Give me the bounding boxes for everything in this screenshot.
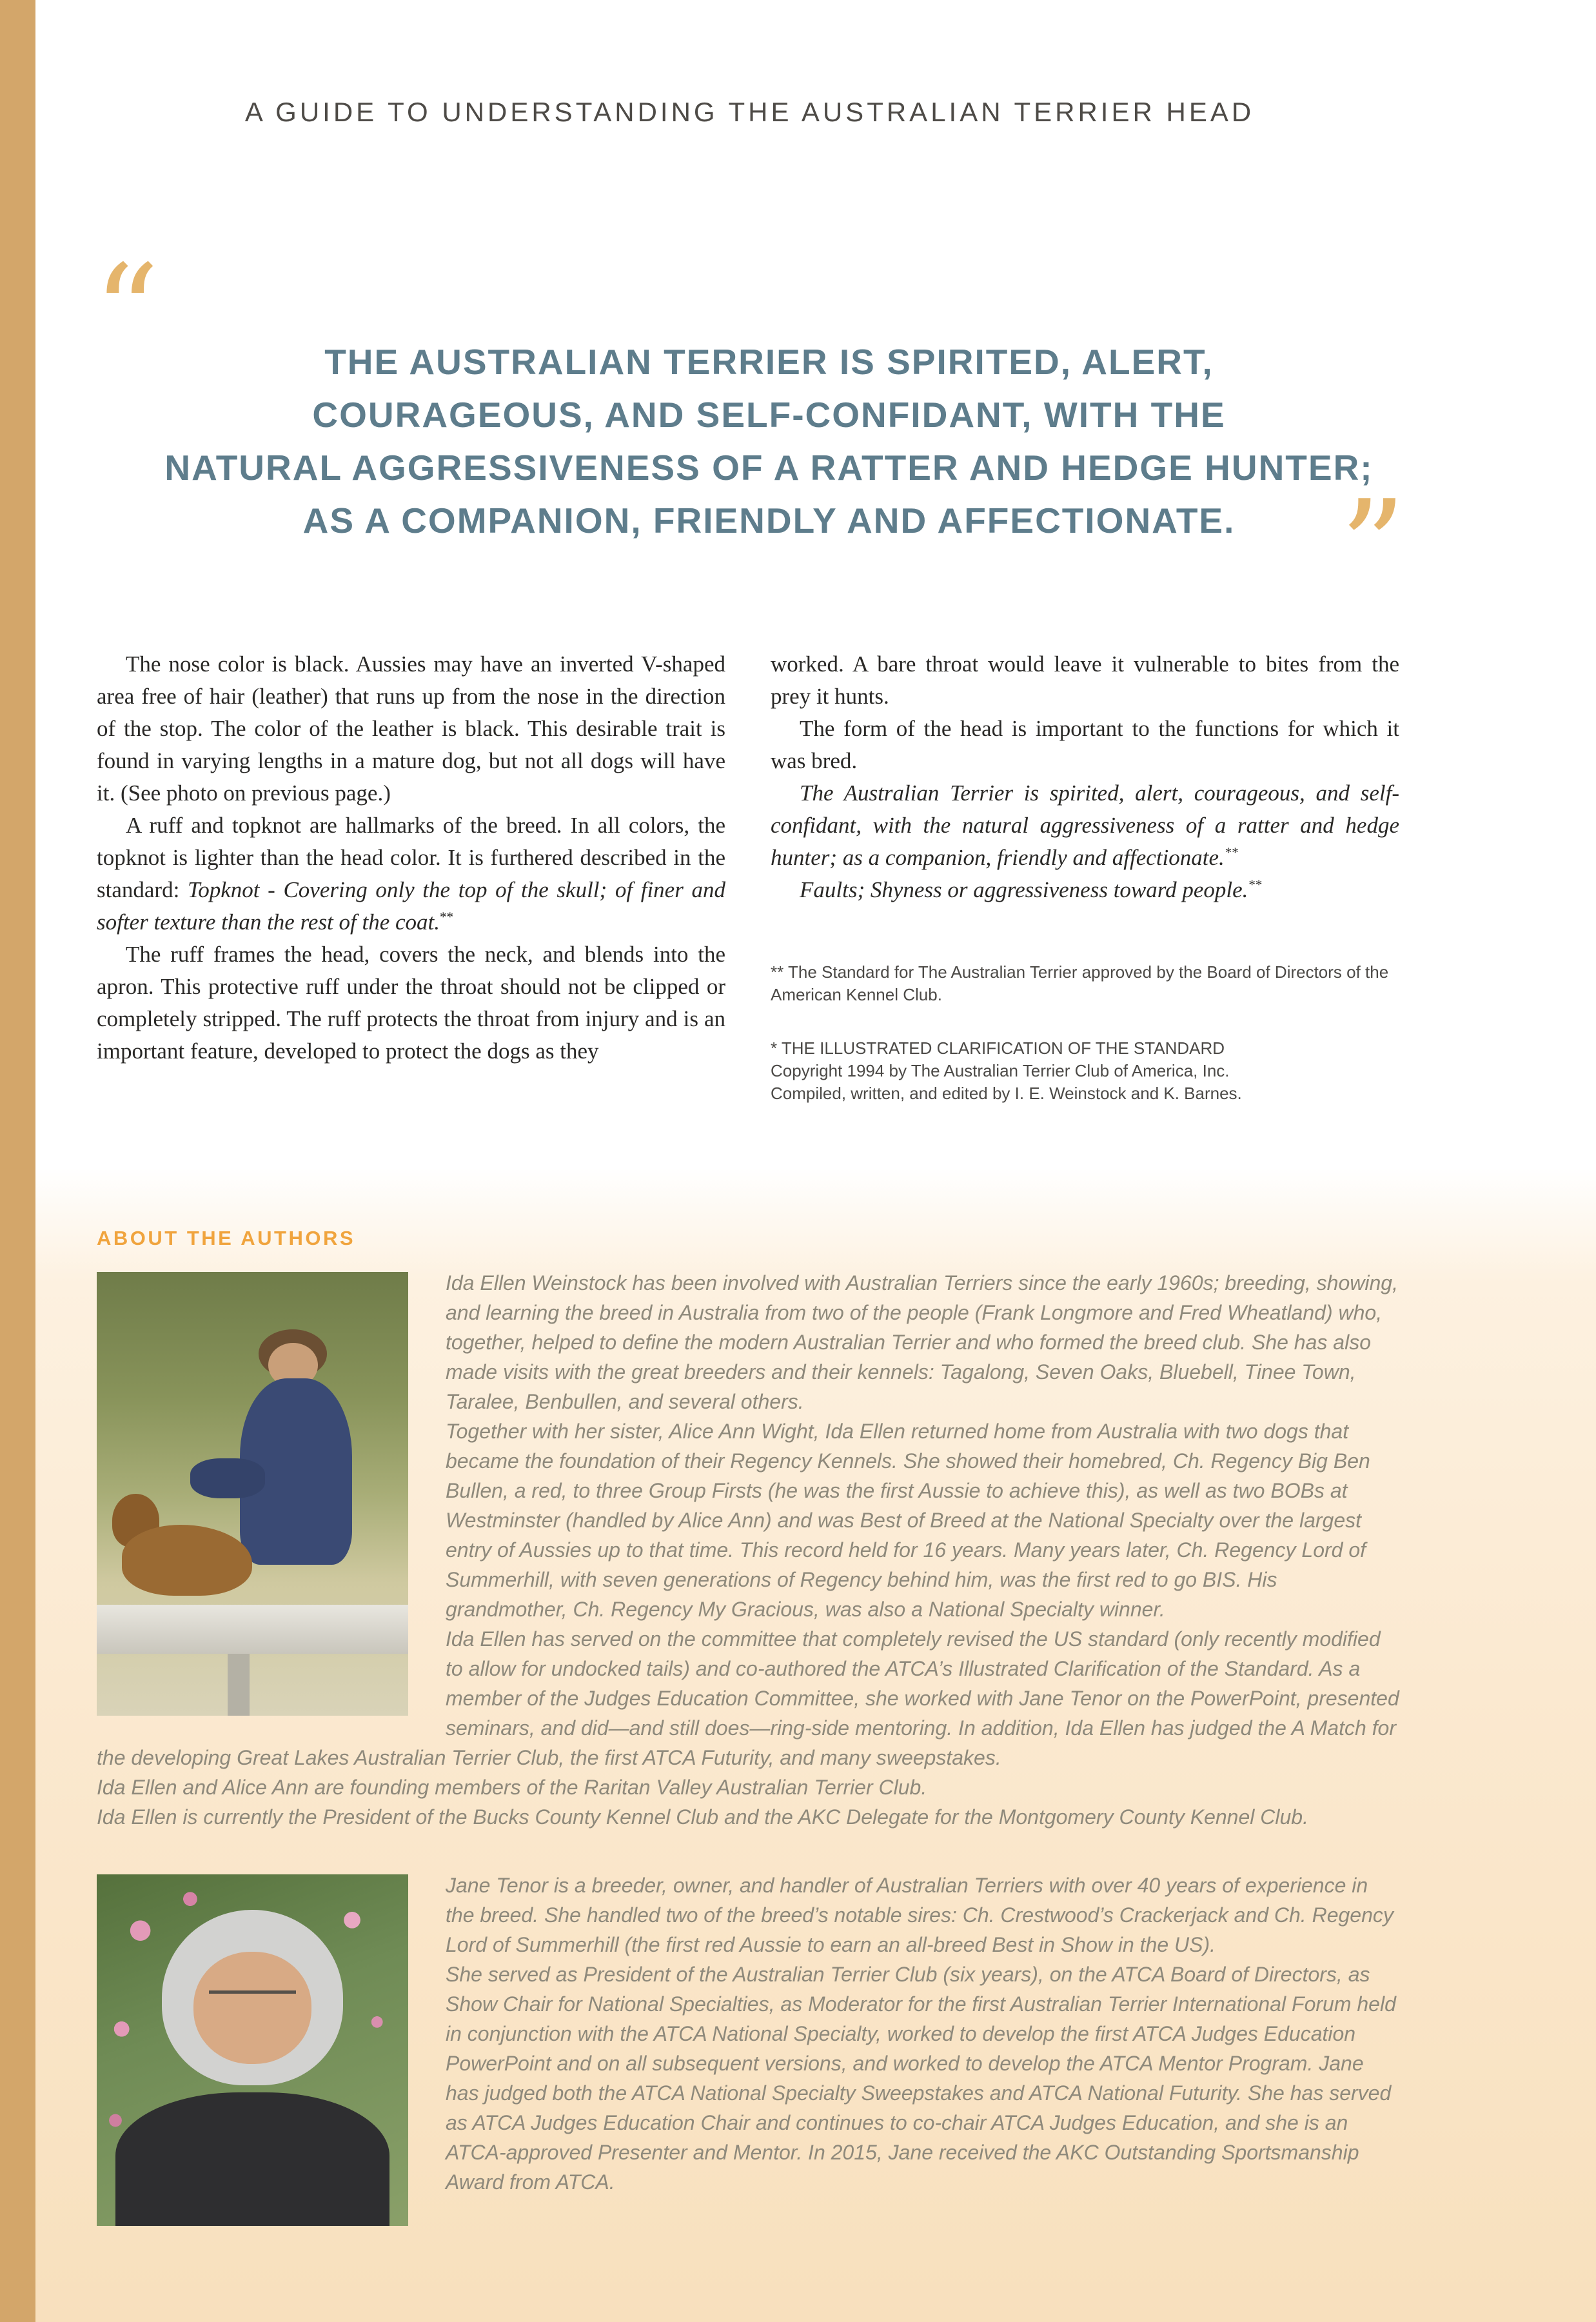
grooming-table xyxy=(97,1605,408,1654)
body-paragraph: The form of the head is important to the functions for which it was bred. xyxy=(771,716,1399,773)
standard-excerpt: Topknot - Covering only the top of the skull; of finer and softer texture than the rest of the coat. xyxy=(97,877,725,935)
ida-weinstock-photo xyxy=(97,1272,408,1716)
about-authors-heading: ABOUT THE AUTHORS xyxy=(97,1227,356,1249)
standard-excerpt-paragraph xyxy=(771,777,1399,874)
author-bio-ida xyxy=(97,1268,1401,1832)
bio-paragraph: Jane Tenor is a breeder, owner, and handler of Australian Terriers with over 40 years of experience in the breed. She handled two of the breed’s notable sires: Ch. Crestwood’s Crackerjack and Ch. Regency Lord of Summerhill (the first red Aussie to earn an all-breed Best in Show in the US). xyxy=(446,1874,1394,1956)
body-paragraph: The nose color is black. Aussies may have an inverted V-shaped area free of hair (leather) that runs up from the nose in the direction of the stop. The color of the leather is black. This desirable trait is found in varying lengths in a mature dog, but not all dogs will have it. (See photo on previous page.) xyxy=(97,651,725,806)
standard-excerpt: The Australian Terrier is spirited, alert, courageous, and self-confidant, with the natural aggressiveness of a ratter and hedge hunter; as a companion, friendly and affectionate. xyxy=(771,780,1399,870)
about-authors-section xyxy=(0,1167,1596,2322)
body-paragraph: The ruff frames the head, covers the neck, and blends into the apron. This protective ruff under the throat should not be clipped or completely stripped. The ruff protects the throat from injury and is an important feature, developed to protect the dogs as they xyxy=(97,942,725,1064)
close-quote-icon: ” xyxy=(1339,473,1406,623)
author-bio-jane xyxy=(97,1870,1401,2234)
body-column-right xyxy=(771,648,1399,1105)
body-columns xyxy=(97,648,1399,1105)
jane-glasses xyxy=(209,1990,296,2005)
body-paragraph: worked. A bare throat would leave it vulnerable to bites from the prey it hunts. xyxy=(771,651,1399,709)
left-edge-strip xyxy=(0,0,35,2322)
standard-excerpt: Faults; Shyness or aggressiveness toward people. xyxy=(800,877,1248,902)
table-leg xyxy=(228,1654,250,1716)
bio-paragraph: Ida Ellen Weinstock has been involved with Australian Terriers since the early 1960s; breeding, showing, and learning the breed in Australia from two of the people (Frank Longmore and Fred Wheatland) who, together, helped to define the modern Australian Terrier and who formed the breed club. She has also made visits with the great breeders and their kennels: Tagalong, Seven Oaks, Bluebell, Tinee Town, Taralee, Benbullen, and several others. xyxy=(446,1271,1398,1413)
quote-line: COURAGEOUS, AND SELF-CONFIDANT, WITH THE xyxy=(312,395,1226,435)
footnote-marker: ** xyxy=(1248,877,1262,893)
quote-line: THE AUSTRALIAN TERRIER IS SPIRITED, ALERT, xyxy=(324,342,1214,382)
jane-tenor-photo xyxy=(97,1874,408,2226)
ida-arm xyxy=(190,1458,265,1498)
bio-paragraph: She served as President of the Australian Terrier Club (six years), on the ATCA Board of Directors, as Show Chair for National Specialties, as Moderator for the first Australian Terrier International Forum held in conjunction with the ATCA National Specialty, worked to develop the first ATCA Judges Education PowerPoint and on all subsequent versions, and worked to develop the ATCA Mentor Program. Jane has judged both the ATCA National Specialty Sweepstakes and ATCA National Futurity. She has served as ATCA Judges Education Chair and continues to co-chair ATCA Judges Education, and she is an ATCA-approved Presenter and Mentor. In 2015, Jane received the AKC Outstanding Sportsmanship Award from ATCA. xyxy=(446,1963,1396,2194)
footnotes xyxy=(771,961,1399,1105)
quote-line: NATURAL AGGRESSIVENESS OF A RATTER AND HEDGE HUNTER; xyxy=(164,448,1374,488)
body-column-left xyxy=(97,648,725,1105)
footnote-marker: ** xyxy=(440,909,454,925)
footnote-standard: ** The Standard for The Australian Terrier approved by the Board of Directors of the American Kennel Club. xyxy=(771,962,1389,1004)
footnote-marker: ** xyxy=(1224,844,1238,860)
faults-paragraph xyxy=(771,874,1399,906)
paragraph-text: A ruff and topknot are hallmarks of the breed. In all colors, the topknot is lighter than the head color. It is furthered described in the standard: xyxy=(97,813,725,902)
pull-quote-text xyxy=(35,271,1502,547)
page-title: A GUIDE TO UNDERSTANDING THE AUSTRALIAN TERRIER HEAD xyxy=(244,97,1255,127)
bio-paragraph: Ida Ellen has served on the committee that completely revised the US standard (only recently modified to allow for undocked tails) and co-authored the ATCA’s Illustrated Clarification of the Standard. As a member of the Judges Education Committee, she worked with Jane Tenor on the PowerPoint, presented seminars, and did—and still does—ring-side mentoring. In addition, Ida Ellen has judged the A Match for the developing Great Lakes Australian Terrier Club, the first ATCA Futurity, and many sweepstakes. xyxy=(97,1627,1399,1769)
body-paragraph xyxy=(97,809,725,938)
open-quote-icon: “ xyxy=(94,237,160,388)
footnote-credits: Compiled, written, and edited by I. E. Weinstock and K. Barnes. xyxy=(771,1084,1242,1103)
bio-paragraph: Ida Ellen is currently the President of the Bucks County Kennel Club and the AKC Delegate for the Montgomery County Kennel Club. xyxy=(97,1805,1308,1829)
bio-paragraph: Ida Ellen and Alice Ann are founding members of the Raritan Valley Australian Terrier Club. xyxy=(97,1776,927,1799)
bio-paragraph: Together with her sister, Alice Ann Wight, Ida Ellen returned home from Australia with two dogs that became the foundation of their Regency Kennels. She showed their homebred, Ch. Regency Big Ben Bullen, a red, to three Group Firsts (he was the first Aussie to achieve this), as well as two BOBs at Westminster (handled by Alice Ann) and was Best of Breed at the National Specialty over the largest entry of Aussies up to that time. This record held for 16 years. Many years later, Ch. Regency Lord of Summerhill, with seven generations of Regency behind him, was the first red to go BIS. His grandmother, Ch. Regency My Gracious, was also a National Specialty winner. xyxy=(446,1420,1370,1621)
jane-face xyxy=(193,1952,312,2064)
footnote-title: * THE ILLUSTRATED CLARIFICATION OF THE STANDARD xyxy=(771,1038,1225,1058)
jane-shirt xyxy=(115,2092,389,2226)
quote-line: AS A COMPANION, FRIENDLY AND AFFECTIONATE. xyxy=(302,501,1236,541)
footnote-clarification xyxy=(771,1037,1399,1105)
pull-quote xyxy=(35,237,1502,671)
footnote-copyright: Copyright 1994 by The Australian Terrier Club of America, Inc. xyxy=(771,1061,1230,1080)
